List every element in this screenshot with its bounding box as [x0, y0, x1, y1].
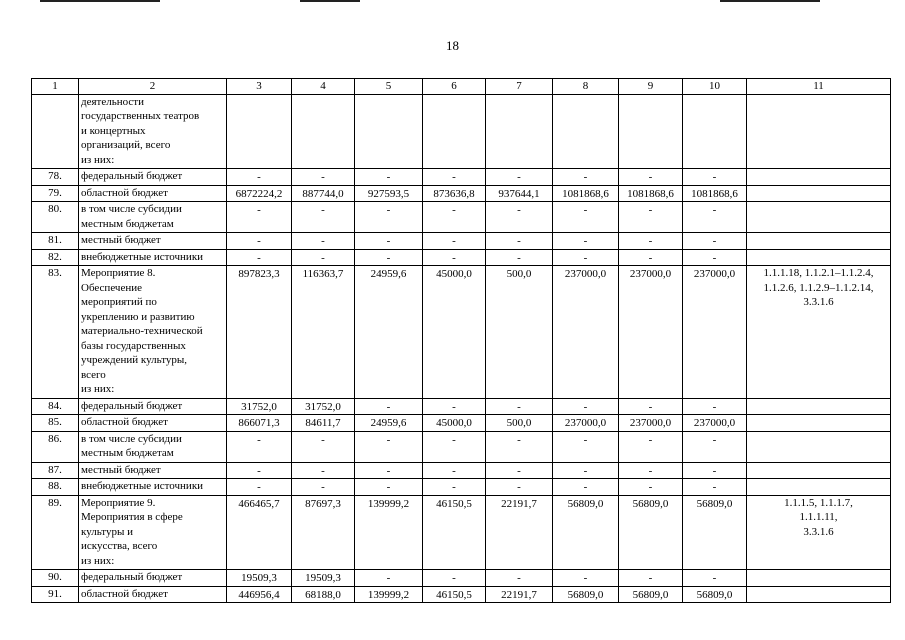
note-cell: [747, 249, 891, 266]
value-cell: 22191,7: [486, 495, 553, 570]
value-cell: 927593,5: [355, 185, 423, 202]
value-cell: [619, 94, 683, 169]
value-cell: -: [355, 249, 423, 266]
value-cell: -: [423, 431, 486, 462]
value-cell: -: [423, 233, 486, 250]
value-cell: -: [227, 169, 292, 186]
value-cell: 24959,6: [355, 266, 423, 399]
description-cell: Мероприятие 8. Обеспечение мероприятий по укреплению и развитию материально-технической базы государственных учреждений культуры, всего из них:: [79, 266, 227, 399]
value-cell: -: [355, 398, 423, 415]
value-cell: -: [619, 169, 683, 186]
value-cell: -: [423, 570, 486, 587]
table-row: [32, 233, 891, 250]
description-cell: областной бюджет: [79, 415, 227, 432]
note-cell: [747, 233, 891, 250]
value-cell: -: [486, 462, 553, 479]
page-number: 18: [446, 38, 459, 53]
value-cell: 56809,0: [683, 495, 747, 570]
value-cell: 22191,7: [486, 586, 553, 603]
column-header: 7: [486, 79, 553, 95]
column-header: 10: [683, 79, 747, 95]
value-cell: 446956,4: [227, 586, 292, 603]
row-number-cell: 84.: [32, 398, 79, 415]
scan-edge-mid: [300, 0, 360, 2]
row-number-cell: 88.: [32, 479, 79, 496]
description-cell: федеральный бюджет: [79, 570, 227, 587]
scan-edge-right: [720, 0, 820, 2]
value-cell: 500,0: [486, 266, 553, 399]
value-cell: [292, 94, 355, 169]
value-cell: -: [553, 431, 619, 462]
value-cell: 237000,0: [553, 266, 619, 399]
value-cell: -: [553, 398, 619, 415]
description-cell: внебюджетные источники: [79, 479, 227, 496]
column-header: 9: [619, 79, 683, 95]
value-cell: 56809,0: [619, 586, 683, 603]
value-cell: -: [227, 431, 292, 462]
value-cell: 237000,0: [619, 415, 683, 432]
table-row: [32, 479, 891, 496]
value-cell: -: [423, 398, 486, 415]
row-number-cell: 91.: [32, 586, 79, 603]
note-cell: [747, 586, 891, 603]
value-cell: -: [486, 233, 553, 250]
row-number-cell: [32, 94, 79, 169]
value-cell: -: [619, 462, 683, 479]
value-cell: -: [486, 249, 553, 266]
value-cell: 139999,2: [355, 495, 423, 570]
value-cell: 139999,2: [355, 586, 423, 603]
value-cell: 466465,7: [227, 495, 292, 570]
row-number-cell: 89.: [32, 495, 79, 570]
value-cell: -: [683, 233, 747, 250]
row-number-cell: 83.: [32, 266, 79, 399]
value-cell: 897823,3: [227, 266, 292, 399]
value-cell: 87697,3: [292, 495, 355, 570]
budget-table: [31, 78, 891, 603]
value-cell: -: [292, 462, 355, 479]
value-cell: 116363,7: [292, 266, 355, 399]
table-row: [32, 185, 891, 202]
value-cell: -: [355, 479, 423, 496]
table-row: [32, 266, 891, 399]
column-header: 2: [79, 79, 227, 95]
value-cell: -: [355, 169, 423, 186]
description-cell: областной бюджет: [79, 586, 227, 603]
value-cell: [355, 94, 423, 169]
value-cell: [486, 94, 553, 169]
value-cell: -: [292, 169, 355, 186]
table-row: [32, 431, 891, 462]
value-cell: 237000,0: [619, 266, 683, 399]
note-cell: [747, 169, 891, 186]
table-row: [32, 169, 891, 186]
value-cell: -: [619, 479, 683, 496]
table-row: [32, 462, 891, 479]
value-cell: 31752,0: [227, 398, 292, 415]
value-cell: -: [423, 249, 486, 266]
column-header: 4: [292, 79, 355, 95]
value-cell: 45000,0: [423, 415, 486, 432]
value-cell: -: [227, 202, 292, 233]
value-cell: -: [683, 570, 747, 587]
value-cell: -: [683, 479, 747, 496]
table-row: [32, 495, 891, 570]
value-cell: [553, 94, 619, 169]
scan-edge-left: [40, 0, 160, 2]
note-cell: [747, 462, 891, 479]
description-cell: в том числе субсидии местным бюджетам: [79, 431, 227, 462]
row-number-cell: 86.: [32, 431, 79, 462]
value-cell: -: [227, 249, 292, 266]
column-header: 5: [355, 79, 423, 95]
description-cell: федеральный бюджет: [79, 398, 227, 415]
note-cell: [747, 398, 891, 415]
value-cell: 237000,0: [683, 266, 747, 399]
value-cell: [423, 94, 486, 169]
value-cell: -: [553, 249, 619, 266]
value-cell: 45000,0: [423, 266, 486, 399]
value-cell: -: [355, 462, 423, 479]
value-cell: 866071,3: [227, 415, 292, 432]
description-cell: внебюджетные источники: [79, 249, 227, 266]
value-cell: -: [683, 431, 747, 462]
value-cell: -: [619, 398, 683, 415]
value-cell: [683, 94, 747, 169]
value-cell: -: [355, 570, 423, 587]
value-cell: -: [553, 169, 619, 186]
value-cell: -: [619, 249, 683, 266]
column-header: 3: [227, 79, 292, 95]
note-cell: [747, 94, 891, 169]
value-cell: -: [553, 479, 619, 496]
value-cell: -: [619, 233, 683, 250]
value-cell: -: [553, 570, 619, 587]
description-cell: деятельности государственных театров и концертных организаций, всего из них:: [79, 94, 227, 169]
table-row: [32, 249, 891, 266]
table-row: [32, 94, 891, 169]
description-cell: Мероприятие 9. Мероприятия в сфере культуры и искусства, всего из них:: [79, 495, 227, 570]
value-cell: 46150,5: [423, 495, 486, 570]
value-cell: 31752,0: [292, 398, 355, 415]
value-cell: [227, 94, 292, 169]
row-number-cell: 90.: [32, 570, 79, 587]
value-cell: 56809,0: [553, 586, 619, 603]
note-cell: [747, 479, 891, 496]
value-cell: 887744,0: [292, 185, 355, 202]
value-cell: -: [423, 462, 486, 479]
value-cell: 19509,3: [292, 570, 355, 587]
value-cell: 56809,0: [683, 586, 747, 603]
value-cell: -: [683, 249, 747, 266]
note-cell: 1.1.1.18, 1.1.2.1–1.1.2.4, 1.1.2.6, 1.1.2.9–1.1.2.14, 3.3.1.6: [747, 266, 891, 399]
description-cell: областной бюджет: [79, 185, 227, 202]
table-row: [32, 398, 891, 415]
column-header: 1: [32, 79, 79, 95]
note-cell: [747, 415, 891, 432]
value-cell: 84611,7: [292, 415, 355, 432]
description-cell: федеральный бюджет: [79, 169, 227, 186]
value-cell: -: [227, 462, 292, 479]
table-row: [32, 415, 891, 432]
value-cell: -: [355, 233, 423, 250]
column-header: 6: [423, 79, 486, 95]
row-number-cell: 80.: [32, 202, 79, 233]
value-cell: -: [486, 570, 553, 587]
value-cell: -: [553, 462, 619, 479]
value-cell: -: [227, 479, 292, 496]
value-cell: 24959,6: [355, 415, 423, 432]
value-cell: 873636,8: [423, 185, 486, 202]
value-cell: -: [553, 202, 619, 233]
row-number-cell: 85.: [32, 415, 79, 432]
value-cell: -: [619, 202, 683, 233]
table-row: [32, 202, 891, 233]
value-cell: 937644,1: [486, 185, 553, 202]
column-header: 8: [553, 79, 619, 95]
value-cell: -: [486, 169, 553, 186]
row-number-cell: 78.: [32, 169, 79, 186]
row-number-cell: 82.: [32, 249, 79, 266]
value-cell: -: [683, 462, 747, 479]
value-cell: -: [486, 202, 553, 233]
value-cell: -: [486, 431, 553, 462]
value-cell: -: [292, 249, 355, 266]
value-cell: 19509,3: [227, 570, 292, 587]
value-cell: 1081868,6: [553, 185, 619, 202]
note-cell: [747, 202, 891, 233]
value-cell: -: [355, 431, 423, 462]
value-cell: -: [683, 169, 747, 186]
value-cell: -: [683, 398, 747, 415]
row-number-cell: 81.: [32, 233, 79, 250]
row-number-cell: 87.: [32, 462, 79, 479]
note-cell: [747, 431, 891, 462]
value-cell: -: [423, 479, 486, 496]
value-cell: -: [683, 202, 747, 233]
value-cell: -: [423, 169, 486, 186]
description-cell: в том числе субсидии местным бюджетам: [79, 202, 227, 233]
value-cell: 1081868,6: [683, 185, 747, 202]
note-cell: [747, 185, 891, 202]
value-cell: -: [292, 431, 355, 462]
value-cell: -: [553, 233, 619, 250]
table-row: [32, 570, 891, 587]
value-cell: 237000,0: [553, 415, 619, 432]
header-row: [32, 79, 891, 95]
value-cell: -: [486, 479, 553, 496]
value-cell: 68188,0: [292, 586, 355, 603]
description-cell: местный бюджет: [79, 233, 227, 250]
value-cell: -: [619, 431, 683, 462]
value-cell: -: [292, 233, 355, 250]
value-cell: -: [619, 570, 683, 587]
column-header: 11: [747, 79, 891, 95]
value-cell: 46150,5: [423, 586, 486, 603]
value-cell: 237000,0: [683, 415, 747, 432]
value-cell: -: [355, 202, 423, 233]
value-cell: -: [292, 202, 355, 233]
table-row: [32, 586, 891, 603]
row-number-cell: 79.: [32, 185, 79, 202]
value-cell: -: [423, 202, 486, 233]
value-cell: -: [292, 479, 355, 496]
note-cell: [747, 570, 891, 587]
value-cell: 500,0: [486, 415, 553, 432]
note-cell: 1.1.1.5, 1.1.1.7, 1.1.1.11, 3.3.1.6: [747, 495, 891, 570]
value-cell: 56809,0: [619, 495, 683, 570]
value-cell: -: [486, 398, 553, 415]
description-cell: местный бюджет: [79, 462, 227, 479]
value-cell: 6872224,2: [227, 185, 292, 202]
value-cell: 56809,0: [553, 495, 619, 570]
value-cell: 1081868,6: [619, 185, 683, 202]
value-cell: -: [227, 233, 292, 250]
